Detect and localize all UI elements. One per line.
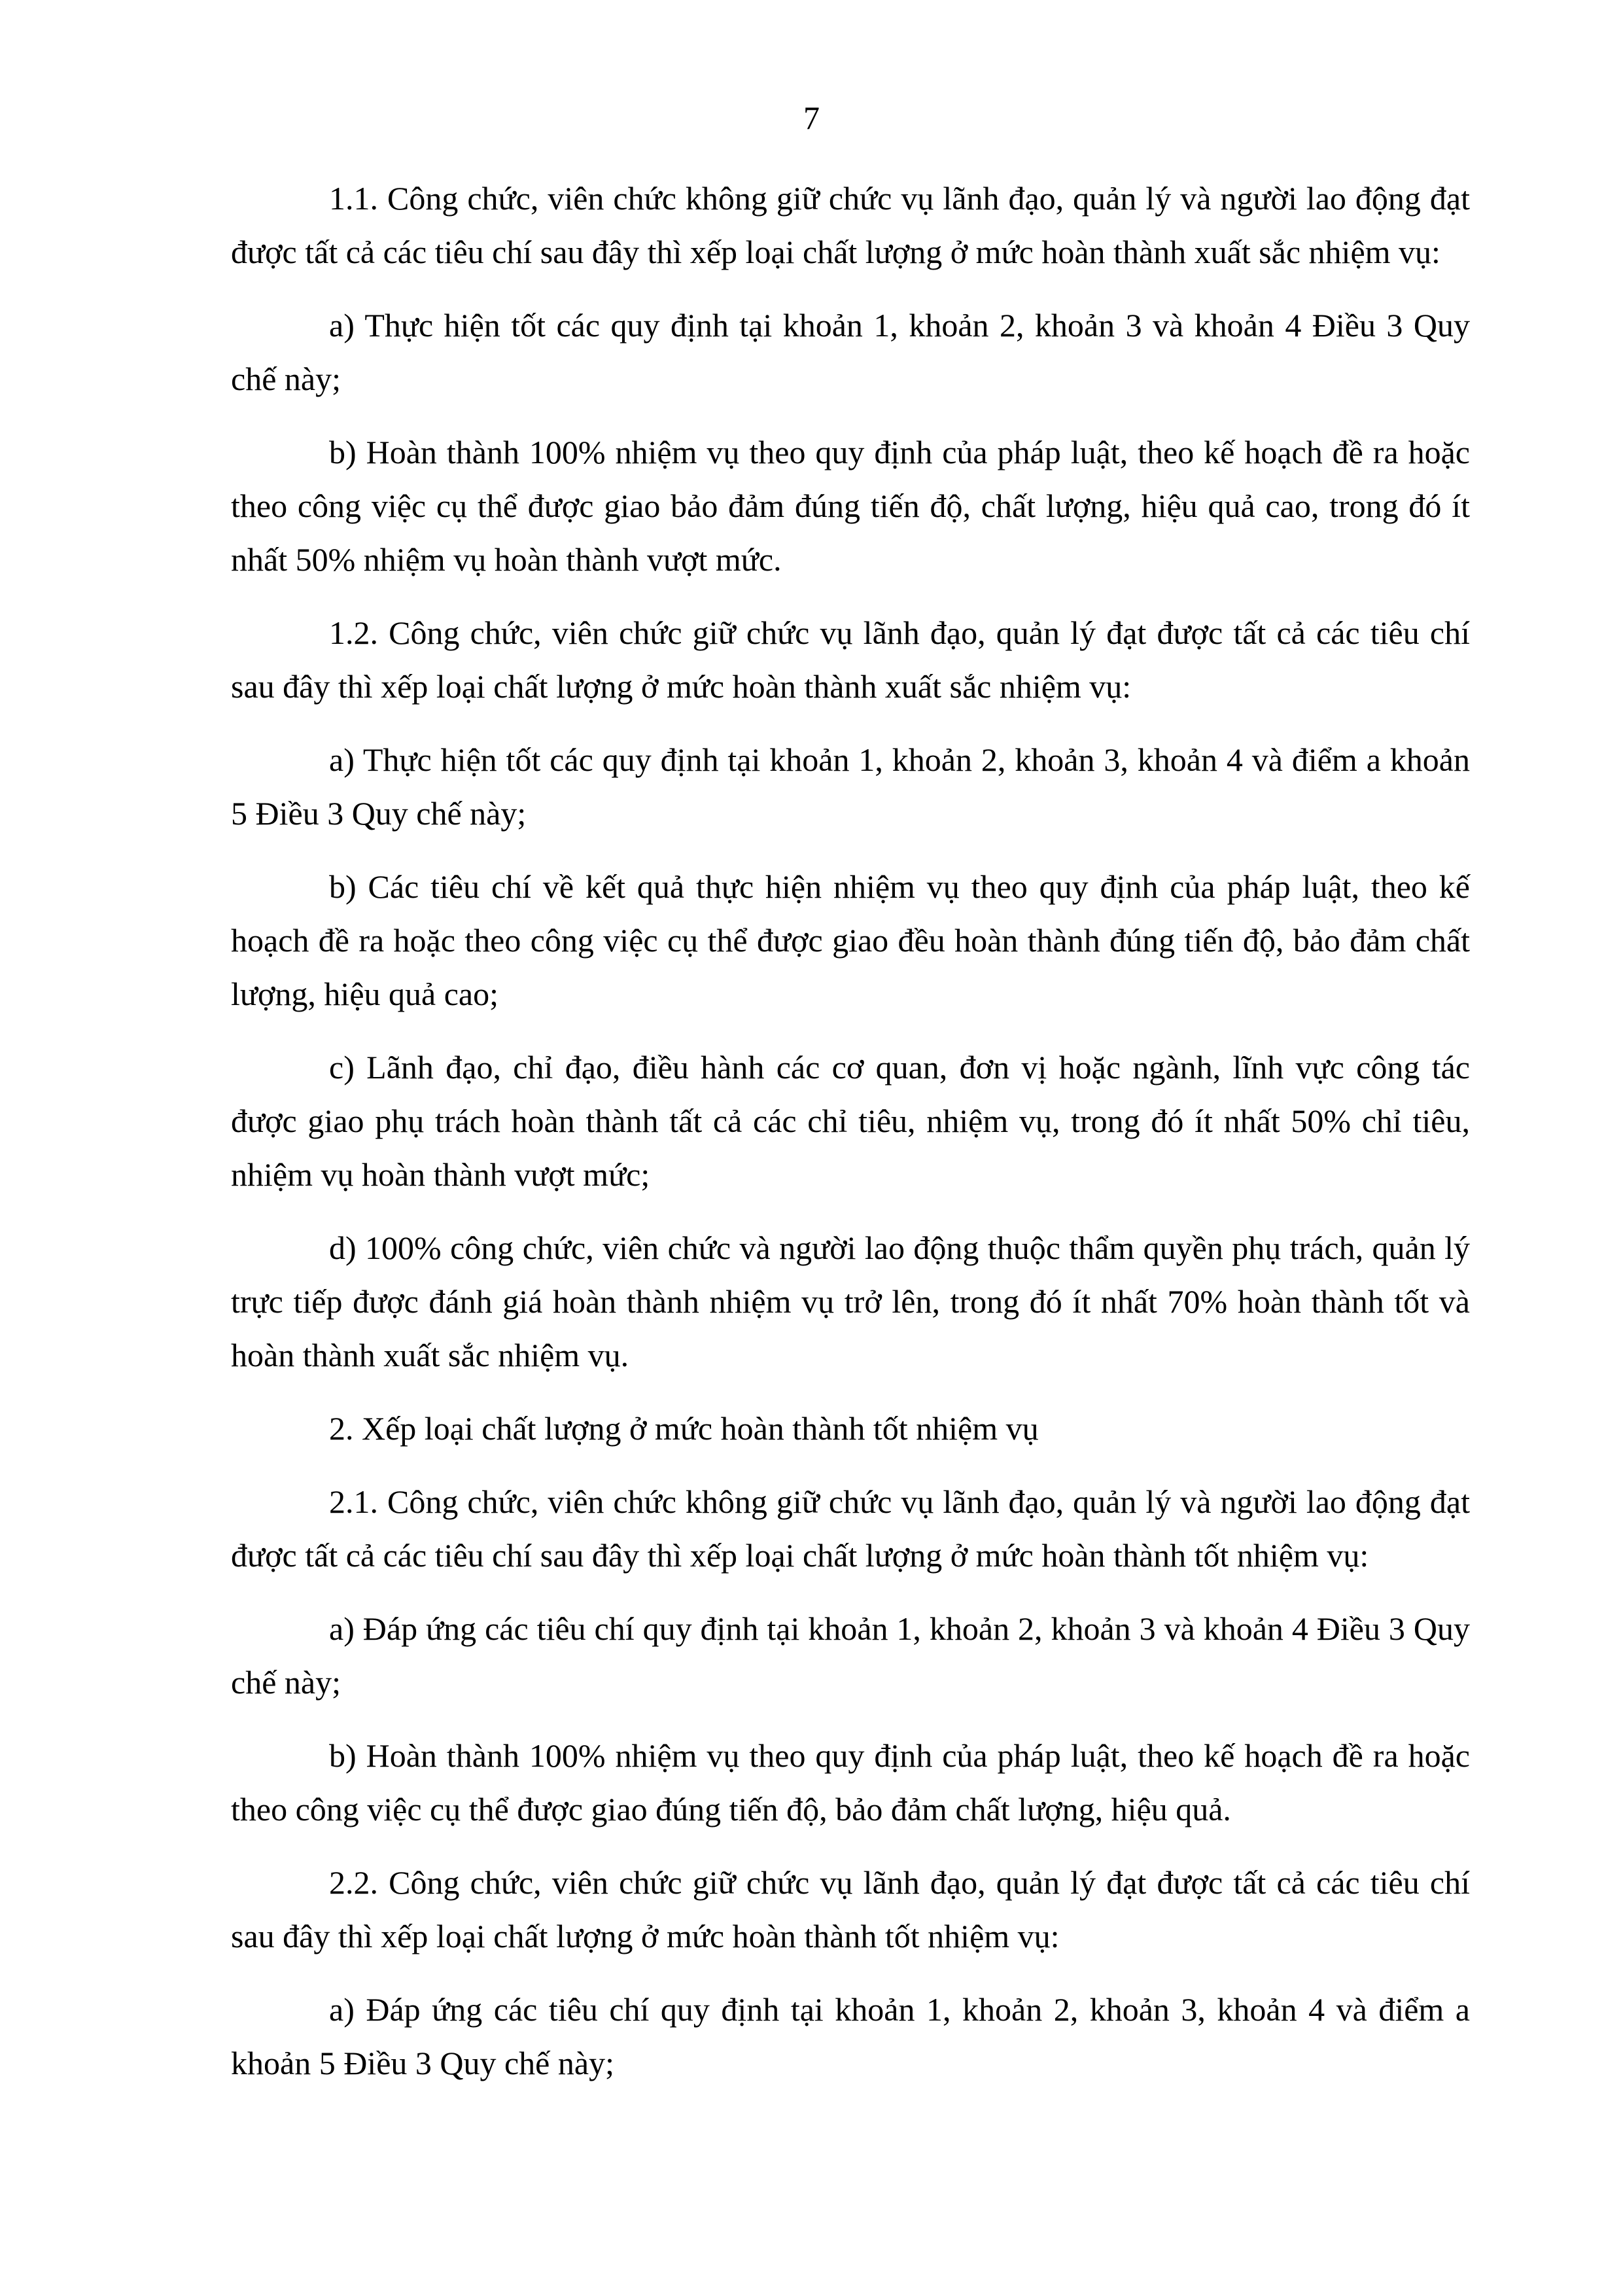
paragraph-2-1-b: b) Hoàn thành 100% nhiệm vụ theo quy định của pháp luật, theo kế hoạch đề ra hoặc theo công việc cụ thể được giao đúng tiến độ, bảo đảm chất lượng, hiệu quả. bbox=[231, 1737, 1470, 1828]
paragraph-1-1-intro: 1.1. Công chức, viên chức không giữ chức vụ lãnh đạo, quản lý và người lao động đạt được tất cả các tiêu chí sau đây thì xếp loại chất lượng ở mức hoàn thành xuất sắc nhiệm vụ: bbox=[231, 180, 1470, 270]
document-body bbox=[231, 171, 1470, 2110]
section-2-heading: 2. Xếp loại chất lượng ở mức hoàn thành tốt nhiệm vụ bbox=[329, 1410, 1039, 1447]
paragraph-2-2-intro: 2.2. Công chức, viên chức giữ chức vụ lãnh đạo, quản lý đạt được tất cả các tiêu chí sau đây thì xếp loại chất lượng ở mức hoàn thành tốt nhiệm vụ: bbox=[231, 1864, 1470, 1954]
paragraph-1-2-c: c) Lãnh đạo, chỉ đạo, điều hành các cơ quan, đơn vị hoặc ngành, lĩnh vực công tác được giao phụ trách hoàn thành tất cả các chỉ tiêu, nhiệm vụ, trong đó ít nhất 50% chỉ tiêu, nhiệm vụ hoàn thành vượt mức; bbox=[231, 1049, 1470, 1193]
paragraph-2-1-a: a) Đáp ứng các tiêu chí quy định tại khoản 1, khoản 2, khoản 3 và khoản 4 Điều 3 Quy chế này; bbox=[231, 1610, 1470, 1701]
paragraph-2-2-a: a) Đáp ứng các tiêu chí quy định tại khoản 1, khoản 2, khoản 3, khoản 4 và điểm a khoản 5 Điều 3 Quy chế này; bbox=[231, 1991, 1470, 2081]
page-number: 7 bbox=[803, 99, 820, 136]
paragraph-1-1-a: a) Thực hiện tốt các quy định tại khoản 1, khoản 2, khoản 3 và khoản 4 Điều 3 Quy chế này; bbox=[231, 307, 1470, 397]
paragraph-2-1-intro: 2.1. Công chức, viên chức không giữ chức vụ lãnh đạo, quản lý và người lao động đạt được tất cả các tiêu chí sau đây thì xếp loại chất lượng ở mức hoàn thành tốt nhiệm vụ: bbox=[231, 1483, 1470, 1574]
paragraph-1-1-b: b) Hoàn thành 100% nhiệm vụ theo quy định của pháp luật, theo kế hoạch đề ra hoặc theo công việc cụ thể được giao bảo đảm đúng tiến độ, chất lượng, hiệu quả cao, trong đó ít nhất 50% nhiệm vụ hoàn thành vượt mức. bbox=[231, 434, 1470, 578]
paragraph-1-2-intro: 1.2. Công chức, viên chức giữ chức vụ lãnh đạo, quản lý đạt được tất cả các tiêu chí sau đây thì xếp loại chất lượng ở mức hoàn thành xuất sắc nhiệm vụ: bbox=[231, 614, 1470, 705]
paragraph-1-2-a: a) Thực hiện tốt các quy định tại khoản 1, khoản 2, khoản 3, khoản 4 và điểm a khoản 5 Điều 3 Quy chế này; bbox=[231, 741, 1470, 832]
paragraph-1-2-d: d) 100% công chức, viên chức và người lao động thuộc thẩm quyền phụ trách, quản lý trực tiếp được đánh giá hoàn thành nhiệm vụ trở lên, trong đó ít nhất 70% hoàn thành tốt và hoàn thành xuất sắc nhiệm vụ. bbox=[231, 1229, 1470, 1373]
paragraph-1-2-b: b) Các tiêu chí về kết quả thực hiện nhiệm vụ theo quy định của pháp luật, theo kế hoạch đề ra hoặc theo công việc cụ thể được giao đều hoàn thành đúng tiến độ, bảo đảm chất lượng, hiệu quả cao; bbox=[231, 868, 1470, 1012]
